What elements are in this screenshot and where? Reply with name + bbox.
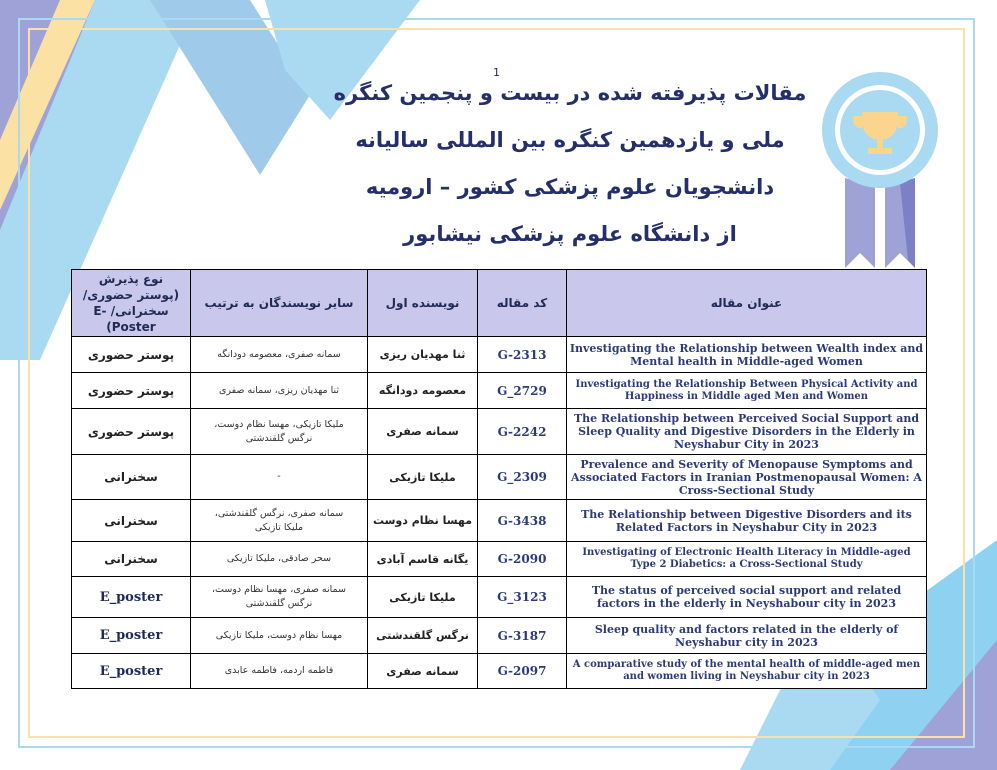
- first-author: سمانه صفری: [368, 654, 478, 689]
- article-title: The Relationship between Perceived Social Support and Sleep Quality and Digestive Disorders in the Elderly in Neyshabur City in 2023: [567, 409, 927, 455]
- other-authors-line: سحر صادقی، ملیکا تازیکی: [226, 553, 332, 564]
- header-acceptance-type: [72, 270, 191, 337]
- acceptance-type: E_poster: [72, 654, 191, 689]
- header-first-author: نویسنده اول: [368, 270, 478, 337]
- ribbon-left: [845, 178, 875, 268]
- other-authors-line: نرگس گلقندشتی: [245, 598, 313, 609]
- other-authors-line: ملیکا تازیکی: [254, 521, 304, 533]
- other-authors-line: نرگس گلقندشتی: [245, 432, 313, 444]
- article-title: A comparative study of the mental health of middle-aged men and women living in Neyshabur city in 2023: [567, 654, 927, 689]
- other-authors: [191, 337, 368, 373]
- article-code: G_2309: [478, 455, 567, 500]
- article-code: G-2242: [478, 409, 567, 455]
- award-badge-icon: [820, 68, 940, 268]
- first-author: ملیکا تازیکی: [368, 455, 478, 500]
- table-row: [72, 618, 927, 654]
- article-code: G-2097: [478, 654, 567, 689]
- article-title: The status of perceived social support and related factors in the elderly in Neyshabour city in 2023: [567, 577, 927, 618]
- other-authors: [191, 455, 368, 500]
- article-code: G-3438: [478, 500, 567, 542]
- other-authors: [191, 654, 368, 689]
- first-author: ثنا مهدیان ریزی: [368, 337, 478, 373]
- other-authors-line: سمانه صفری، مهسا نظام دوست،: [211, 584, 346, 595]
- acceptance-type: پوستر حضوری: [72, 373, 191, 409]
- other-authors: [191, 500, 368, 542]
- first-author: ملیکا تازیکی: [368, 577, 478, 618]
- article-code: G-2313: [478, 337, 567, 373]
- header-type-line: (پوستر حضوری/: [82, 288, 180, 302]
- table-row: [72, 373, 927, 409]
- article-code: G-2090: [478, 542, 567, 577]
- acceptance-type: پوستر حضوری: [72, 337, 191, 373]
- article-title: Investigating the Relationship between Wealth index and Mental health in Middle-aged Women: [567, 337, 927, 373]
- first-author: سمانه صفری: [368, 409, 478, 455]
- other-authors-line: فاطمه اردمه، فاطمه عابدی: [224, 665, 334, 676]
- page-title: [330, 70, 810, 258]
- table-row: [72, 577, 927, 618]
- other-authors-line: سمانه صفری، نرگس گلقندشتی،: [214, 507, 344, 519]
- article-code: G_3123: [478, 577, 567, 618]
- other-authors-line: سمانه صفری، معصومه دودانگه: [217, 348, 341, 360]
- other-authors: [191, 542, 368, 577]
- table-row: [72, 654, 927, 689]
- acceptance-type: سخنرانی: [72, 500, 191, 542]
- title-line: از دانشگاه علوم پزشکی نیشابور: [403, 222, 737, 246]
- table-row: [72, 409, 927, 455]
- table-row: [72, 337, 927, 373]
- other-authors-line: مهسا نظام دوست، ملیکا تازیکی: [215, 629, 343, 641]
- acceptance-type: E_poster: [72, 618, 191, 654]
- article-title: Investigating of Electronic Health Literacy in Middle-aged Type 2 Diabetics: a Cross-Sectional Study: [567, 542, 927, 577]
- accepted-articles-table: [71, 269, 927, 689]
- first-author: نرگس گلقندشتی: [368, 618, 478, 654]
- table-header-row: [72, 270, 927, 337]
- title-line: دانشجویان علوم پزشکی کشور – ارومیه: [365, 175, 775, 199]
- table-row: [72, 455, 927, 500]
- header-code: کد مقاله: [478, 270, 567, 337]
- page-number: 1: [493, 66, 500, 79]
- acceptance-type: سخنرانی: [72, 455, 191, 500]
- article-title: Investigating the Relationship Between Physical Activity and Happiness in Middle aged Men and Women: [567, 373, 927, 409]
- article-code: G_2729: [478, 373, 567, 409]
- other-authors: [191, 577, 368, 618]
- article-title: Prevalence and Severity of Menopause Symptoms and Associated Factors in Iranian Postmenopausal Women: A Cross-Sectional Study: [567, 455, 927, 500]
- other-authors-line: -: [277, 471, 281, 482]
- acceptance-type: E_poster: [72, 577, 191, 618]
- first-author: یگانه قاسم آبادی: [368, 542, 478, 577]
- acceptance-type: سخنرانی: [72, 542, 191, 577]
- table-row: [72, 500, 927, 542]
- other-authors-line: ثنا مهدیان ریزی، سمانه صفری: [218, 384, 340, 396]
- other-authors: [191, 373, 368, 409]
- header-other-authors: سایر نویسندگان به ترتیب: [191, 270, 368, 337]
- title-line: مقالات پذیرفته شده در بیست و پنجمین کنگره: [333, 81, 807, 105]
- header-type-line: سخنرانی/ E-Poster): [93, 304, 169, 334]
- other-authors: [191, 618, 368, 654]
- first-author: مهسا نظام دوست: [368, 500, 478, 542]
- other-authors-line: ملیکا تازیکی، مهسا نظام دوست،: [214, 418, 344, 430]
- article-title: Sleep quality and factors related in the elderly of Neyshabur city in 2023: [567, 618, 927, 654]
- other-authors: [191, 409, 368, 455]
- title-line: ملی و یازدهمین کنگره بین المللی سالیانه: [355, 128, 785, 152]
- table-row: [72, 542, 927, 577]
- first-author: معصومه دودانگه: [368, 373, 478, 409]
- header-type-line: نوع پذیرش: [98, 272, 164, 286]
- header-title: عنوان مقاله: [567, 270, 927, 337]
- acceptance-type: پوستر حضوری: [72, 409, 191, 455]
- article-code: G-3187: [478, 618, 567, 654]
- article-title: The Relationship between Digestive Disorders and its Related Factors in Neyshabur City in 2023: [567, 500, 927, 542]
